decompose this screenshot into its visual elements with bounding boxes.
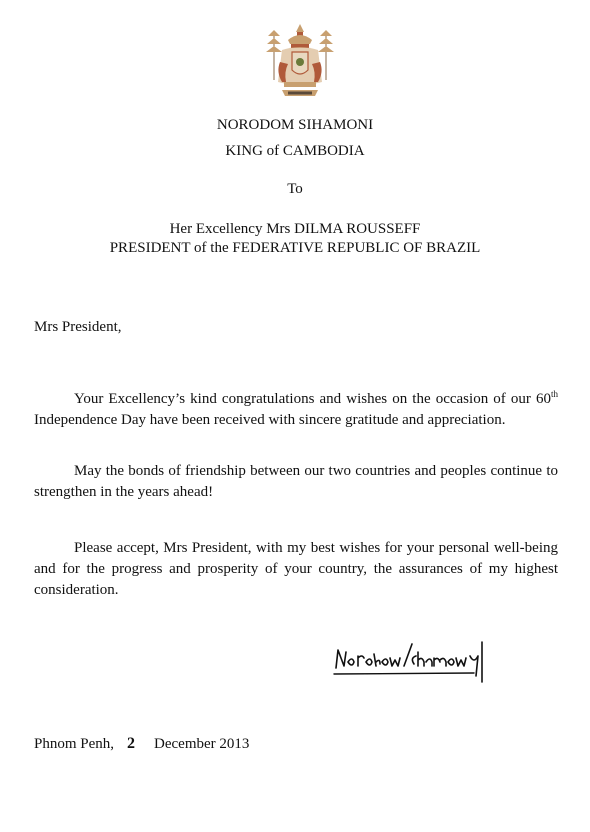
- handwritten-day: 2: [127, 735, 136, 752]
- recipient-name: Her Excellency Mrs DILMA ROUSSEFF: [169, 221, 421, 237]
- paragraph-friendship: [34, 461, 558, 503]
- recipient-title: PRESIDENT of the FEDERATIVE REPUBLIC OF BRAZIL: [109, 240, 481, 256]
- paragraph-text: Independence Day have been received with sincere gratitude and appreciation.: [34, 412, 506, 428]
- sender-title: KING of CAMBODIA: [225, 143, 365, 159]
- paragraph-closing: [34, 538, 558, 601]
- date-text: December 2013: [154, 736, 250, 752]
- to-label: To: [287, 181, 303, 197]
- royal-coat-of-arms-emblem: [260, 22, 340, 100]
- place: Phnom Penh,: [34, 736, 115, 752]
- salutation: Mrs President,: [34, 319, 122, 335]
- ordinal-suffix: th: [550, 389, 558, 399]
- paragraph-text: Your Excellency’s kind congratulations and wishes on the occasion of our 60: [74, 391, 551, 407]
- handwritten-signature: [332, 636, 492, 684]
- paragraph-congratulations: [34, 389, 558, 431]
- paragraph-text: May the bonds of friendship between our two countries and peoples continue to strengthen in the years ahead!: [34, 463, 558, 500]
- date-line: [34, 735, 249, 753]
- paragraph-text: Please accept, Mrs President, with my best wishes for your personal well-being and for the progress and prosperity of your country, the assurances of my highest consideration.: [34, 540, 558, 598]
- sender-name: NORODOM SIHAMONI: [216, 117, 374, 133]
